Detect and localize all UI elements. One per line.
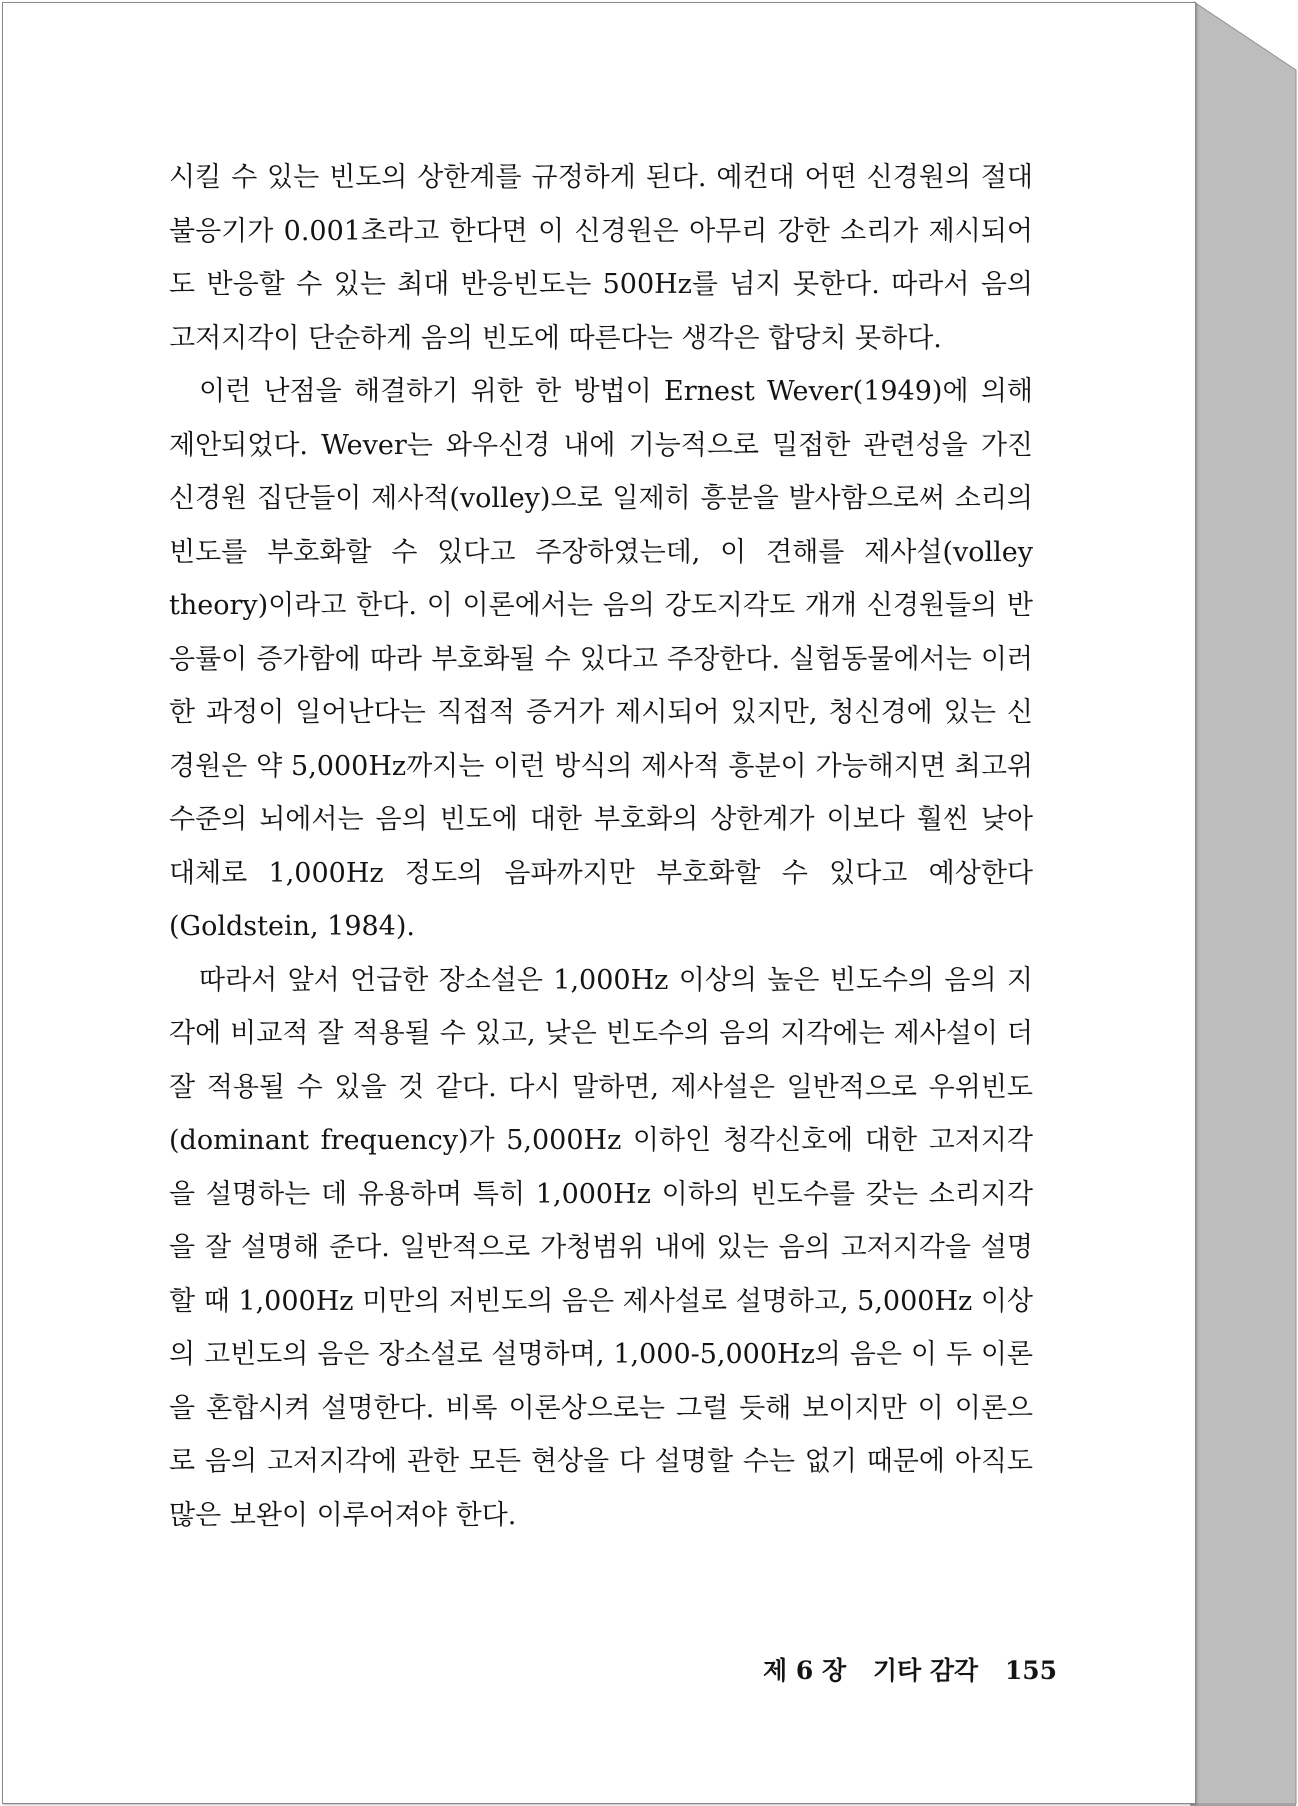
- page-footer: [763, 1651, 1058, 1687]
- chapter-label: 제 6 장: [763, 1656, 847, 1685]
- paragraph-3: 따라서 앞서 언급한 장소설은 1,000Hz 이상의 높은 빈도수의 음의 지각에 비교적 잘 적용될 수 있고, 낮은 빈도수의 음의 지각에는 제사설이 더 잘 적용될 수 있을 것 같다. 다시 말하면, 제사설은 일반적으로 우위빈도(dominant frequency)가 5,000Hz 이하인 청각신호에 대한 고저지각을 설명하는 데 유용하며 특히 1,000Hz 이하의 빈도수를 갖는 소리지각을 잘 설명해 준다. 일반적으로 가청범위 내에 있는 음의 고저지각을 설명할 때 1,000Hz 미만의 저빈도의 음은 제사설로 설명하고, 5,000Hz 이상의 고빈도의 음은 장소설로 설명하며, 1,000-5,000Hz의 음은 이 두 이론을 혼합시켜 설명한다. 비록 이론상으로는 그럴 듯해 보이지만 이 이론으로 음의 고저지각에 관한 모든 현상을 다 설명할 수는 없기 때문에 아직도 많은 보완이 이루어져야 한다.: [169, 964, 1033, 1531]
- page-number: 155: [1004, 1656, 1058, 1685]
- paragraph-1: 시킬 수 있는 빈도의 상한계를 규정하게 된다. 예컨대 어떤 신경원의 절대불응기가 0.001초라고 한다면 이 신경원은 아무리 강한 소리가 제시되어도 반응할 수 있는 최대 반응빈도는 500Hz를 넘지 못한다. 따라서 음의 고저지각이 단순하게 음의 빈도에 따른다는 생각은 합당치 못하다.: [169, 162, 1033, 354]
- paragraph-2: 이런 난점을 해결하기 위한 한 방법이 Ernest Wever(1949)에 의해 제안되었다. Wever는 와우신경 내에 기능적으로 밀접한 관련성을 가진 신경원 집단들이 제사적(volley)으로 일제히 흥분을 발사함으로써 소리의 빈도를 부호화할 수 있다고 주장하였는데, 이 견해를 제사설(volley theory)이라고 한다. 이 이론에서는 음의 강도지각도 개개 신경원들의 반응률이 증가함에 따라 부호화될 수 있다고 주장한다. 실험동물에서는 이러한 과정이 일어난다는 직접적 증거가 제시되어 있지만, 청신경에 있는 신경원은 약 5,000Hz까지는 이런 방식의 제사적 흥분이 가능해지면 최고위 수준의 뇌에서는 음의 빈도에 대한 부호화의 상한계가 이보다 훨씬 낮아 대체로 1,000Hz 정도의 음파까지만 부호화할 수 있다고 예상한다(Goldstein, 1984).: [169, 376, 1033, 942]
- book-side-face: [1194, 2, 1296, 1804]
- body-text: [169, 151, 1033, 1542]
- chapter-title: 기타 감각: [872, 1656, 979, 1685]
- document-page: [2, 2, 1196, 1804]
